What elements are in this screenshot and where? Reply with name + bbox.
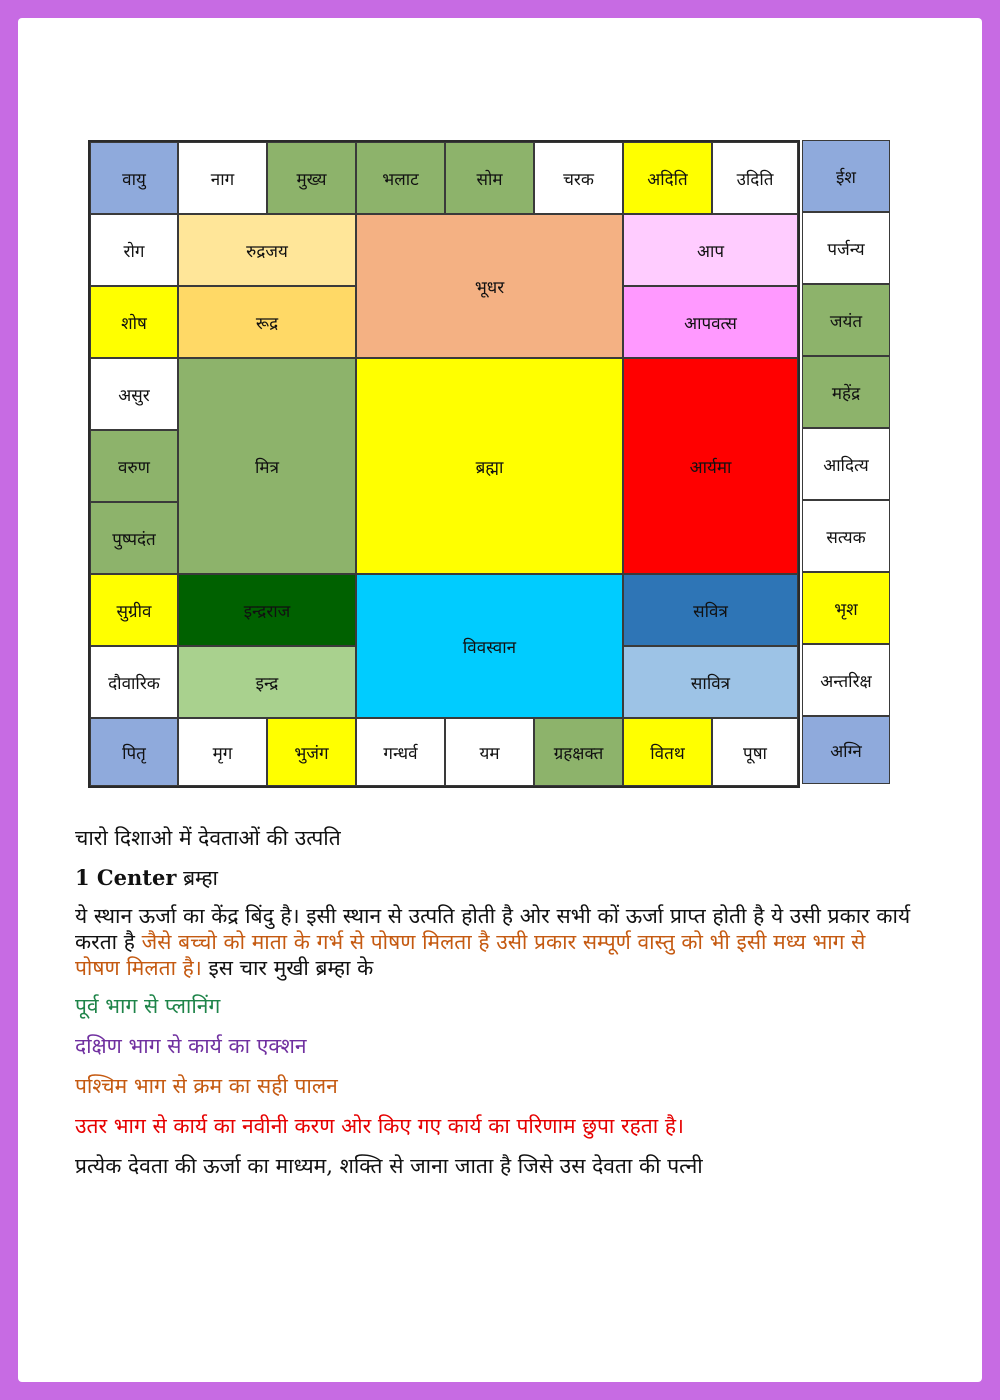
grid-block-vivasvan: विवस्वान — [356, 574, 623, 718]
grid-cell-left-5: पुष्पदंत — [90, 502, 178, 574]
grid-cell-bottom-1: पितृ — [90, 718, 178, 786]
grid-cell-bottom-6: ग्रहक्षक्त — [534, 718, 623, 786]
grid-cell-right-7: भृश — [802, 572, 890, 644]
grid-block-mitra: मित्र — [178, 358, 356, 574]
grid-block-indraraj: इन्द्रराज — [178, 574, 356, 646]
grid-cell-bottom-8: पूषा — [712, 718, 798, 786]
grid-cell-right-5: आदित्य — [802, 428, 890, 500]
east-line: पूर्व भाग से प्लानिंग — [75, 994, 221, 1018]
grid-cell-top-1: वायु — [90, 142, 178, 214]
grid-cell-bottom-7: वितथ — [623, 718, 712, 786]
grid-cell-top-6: चरक — [534, 142, 623, 214]
intro-line: चारो दिशाओ में देवताओं की उत्पति — [75, 826, 341, 850]
grid-cell-top-4: भलाट — [356, 142, 445, 214]
grid-block-rudra: रूद्र — [178, 286, 356, 358]
grid-block-indra: इन्द्र — [178, 646, 356, 718]
grid-cell-right-8: अन्तरिक्ष — [802, 644, 890, 716]
grid-cell-bottom-5: यम — [445, 718, 534, 786]
grid-block-aapvats: आपवत्स — [623, 286, 798, 358]
grid-cell-top-2: नाग — [178, 142, 267, 214]
heading-number: 1 Center — [75, 865, 177, 890]
grid-block-brahma: ब्रह्मा — [356, 358, 623, 574]
grid-cell-right-9: अग्नि — [802, 716, 890, 784]
last-line: प्रत्येक देवता की ऊर्जा का माध्यम, शक्ति से जाना जाता है जिसे उस देवता की पत्नी — [75, 1154, 703, 1178]
grid-cell-left-2: शोष — [90, 286, 178, 358]
grid-cell-top-5: सोम — [445, 142, 534, 214]
north-line: उतर भाग से कार्य का नवीनी करण ओर किए गए कार्य का परिणाम छुपा रहता है। — [75, 1114, 684, 1138]
grid-cell-bottom-4: गन्धर्व — [356, 718, 445, 786]
grid-cell-left-7: दौवारिक — [90, 646, 178, 718]
grid-cell-left-6: सुग्रीव — [90, 574, 178, 646]
grid-cell-right-1: ईश — [802, 140, 890, 212]
grid-block-rudrajay: रुद्रजय — [178, 214, 356, 286]
document-page — [18, 18, 982, 1382]
para-part-b: जैसे बच्चो को माता के गर्भ से पोषण मिलता है उसी प्रकार सम्पूर्ण वास्तु को भी इसी मध्य भाग से पोषण मिलता है। — [75, 930, 866, 980]
grid-cell-top-3: मुख्य — [267, 142, 356, 214]
grid-block-aap: आप — [623, 214, 798, 286]
grid-cell-bottom-2: मृग — [178, 718, 267, 786]
grid-cell-right-3: जयंत — [802, 284, 890, 356]
grid-cell-left-3: असुर — [90, 358, 178, 430]
grid-block-bhudhar: भूधर — [356, 214, 623, 358]
grid-cell-right-2: पर्जन्य — [802, 212, 890, 284]
west-line: पश्चिम भाग से क्रम का सही पालन — [75, 1074, 338, 1098]
grid-cell-top-8: उदिति — [712, 142, 798, 214]
grid-cell-left-4: वरुण — [90, 430, 178, 502]
grid-cell-right-6: सत्यक — [802, 500, 890, 572]
grid-cell-top-7: अदिति — [623, 142, 712, 214]
vastu-purusha-grid — [88, 140, 800, 788]
section-heading — [75, 863, 915, 893]
body-text — [75, 823, 915, 1191]
grid-cell-right-4: महेंद्र — [802, 356, 890, 428]
para-part-a: ये स्थान ऊर्जा का केंद्र बिंदु है। इसी स्थान से उत्पति होती है ओर सभी कों ऊर्जा प्राप्त होती है ये उसी प्रकार कार्य करता है — [75, 904, 911, 954]
para-part-c: इस चार मुखी ब्रम्हा के — [201, 956, 374, 980]
heading-word: ब्रम्हा — [176, 866, 218, 890]
south-line: दक्षिण भाग से कार्य का एक्शन — [75, 1034, 307, 1058]
grid-cell-bottom-3: भुजंग — [267, 718, 356, 786]
grid-block-saavitra: सावित्र — [623, 646, 798, 718]
grid-block-aryama: आर्यमा — [623, 358, 798, 574]
grid-block-savitra: सवित्र — [623, 574, 798, 646]
center-paragraph — [75, 903, 915, 981]
grid-cell-left-1: रोग — [90, 214, 178, 286]
vastu-grid-right-column — [802, 140, 890, 788]
